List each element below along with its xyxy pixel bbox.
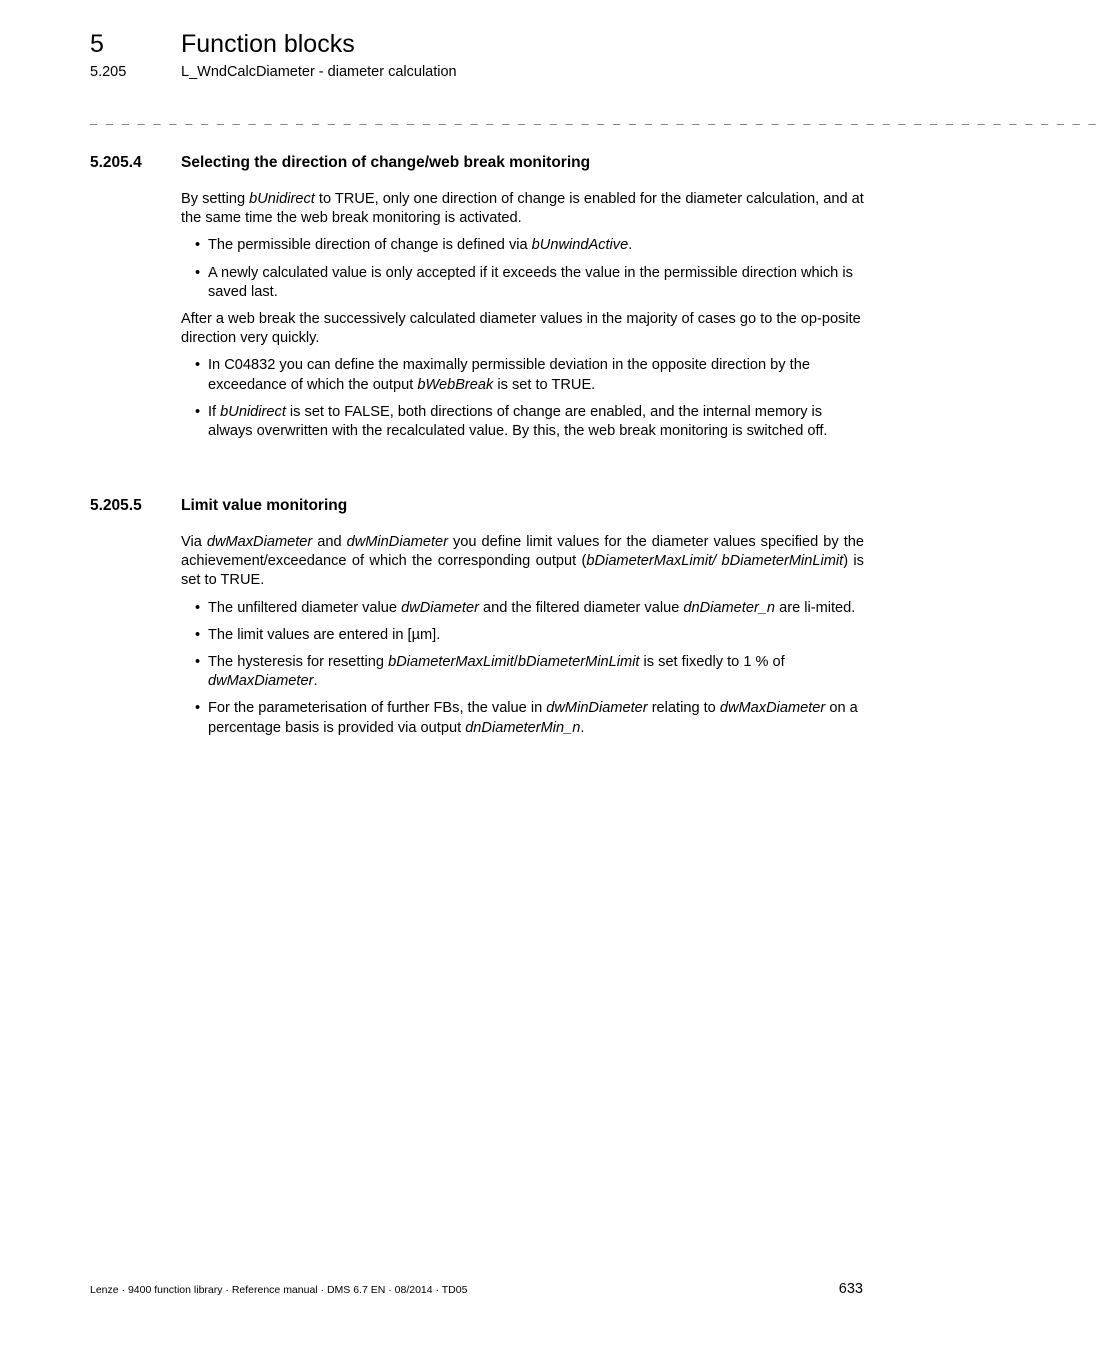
section-title: L_WndCalcDiameter - diameter calculation [181,64,457,80]
list-item: • The permissible direction of change is defined via bUnwindActive. [181,236,864,255]
paragraph: By setting bUnidirect to TRUE, only one direction of change is enabled for the diameter calculation, and at the same time the web break monitoring is activated. [181,191,864,227]
list-item: • The limit values are entered in [µm]. [181,626,864,645]
bullet-icon: • [195,357,201,374]
list-item: • A newly calculated value is only accepted if it exceeds the value in the permissible direction which is saved last. [195,264,853,300]
subsection-body-1 [181,190,864,449]
bullet-icon: • [195,599,201,616]
bullet-icon: • [195,700,201,717]
bullet-icon: • [195,654,201,671]
bullet-icon: • [195,403,201,420]
subsection-heading-2: Limit value monitoring [181,497,348,514]
page-number: 633 [838,1281,863,1297]
paragraph: Via dwMaxDiameter and dwMinDiameter you define limit values for the diameter values specified by the achievement/exceedance of which the corresponding output (bDiameterMaxLimit/ bDiameterMinLimit) is set to TRUE. [181,534,864,589]
bullet-icon: • [195,264,201,281]
list-item: • If bUnidirect is set to FALSE, both directions of change are enabled, and the internal memory is always overwritten with the recalculated value. By this, the web break monitoring is switched off. [195,403,828,440]
section-number: 5.205 [90,64,127,80]
footer-document-info: Lenze · 9400 function library · Reference manual · DMS 6.7 EN · 08/2014 · TD05 [90,1284,468,1296]
subsection-body-2 [181,533,864,746]
list-item: • The hysteresis for resetting bDiameterMaxLimit/bDiameterMinLimit is set fixedly to 1 % of dwMaxDiameter. [195,654,785,690]
paragraph: After a web break the successively calculated diameter values in the majority of cases go to the op-posite direction very quickly. [181,311,861,347]
bullet-icon: • [195,237,201,254]
subsection-heading-1: Selecting the direction of change/web break monitoring [181,154,591,171]
header-separator: _ _ _ _ _ _ _ _ _ _ _ _ _ _ _ _ _ _ _ _ _ _ _ _ _ _ _ _ _ _ _ _ _ _ _ _ _ _ _ _ _ _ _ _ _ _ _ _ _ _ _ _ _ _ _ _ _ _ _ _ _ _ _ _ [90,111,1096,125]
subsection-number-2: 5.205.5 [90,497,142,514]
bullet-icon: • [195,626,201,643]
list-item: • The unfiltered diameter value dwDiameter and the filtered diameter value dnDiameter_n are li-mited. [181,599,864,618]
chapter-title: Function blocks [181,30,355,58]
list-item: • For the parameterisation of further FBs, the value in dwMinDiameter relating to dwMaxDiameter on a percentage basis is provided via output dnDiameterMin_n. [195,700,858,736]
list-item: • In C04832 you can define the maximally permissible deviation in the opposite direction by the exceedance of which the output bWebBreak is set to TRUE. [195,357,810,393]
subsection-number-1: 5.205.4 [90,154,142,171]
chapter-number: 5 [90,30,104,58]
